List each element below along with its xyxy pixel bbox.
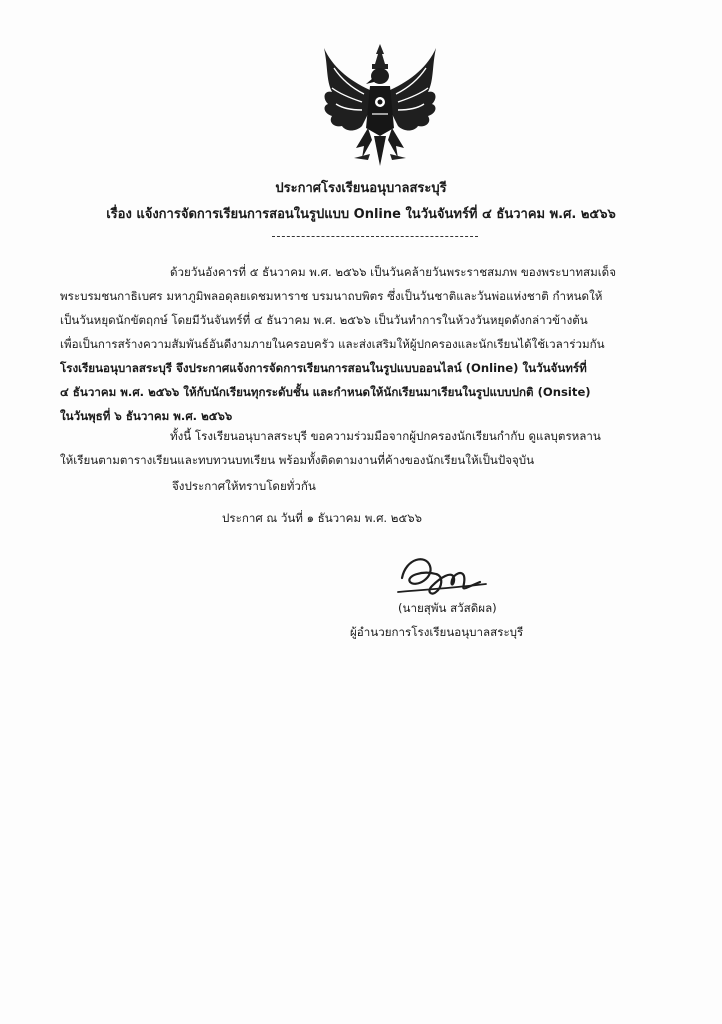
paragraph-line-bold: ๔ ธันวาคม พ.ศ. ๒๕๖๖ ให้กับนักเรียนทุกระดับชั้น และกำหนดให้นักเรียนมาเรียนในรูปแบบปกติ (Onsite) (60, 385, 591, 399)
paragraph-line-bold: ในวันพุธที่ ๖ ธันวาคม พ.ศ. ๒๕๖๖ (60, 409, 233, 423)
dashed-divider (272, 236, 478, 237)
handwritten-signature-icon (392, 548, 492, 598)
paragraph-line: เป็นวันหยุดนักขัตฤกษ์ โดยมีวันจันทร์ที่ ๔ ธันวาคม พ.ศ. ๒๕๖๖ เป็นวันทำการในห้วงวันหยุดดังกล่าวข้างต้น (60, 313, 588, 327)
paragraph-line: ให้เรียนตามตารางเรียนและทบทวนบทเรียน พร้อมทั้งติดตามงานที่ค้างของนักเรียนให้เป็นปัจจุบัน (60, 453, 535, 467)
announcement-title: ประกาศโรงเรียนอนุบาลสระบุรี (275, 181, 447, 196)
signer-name: (นายสุพัน สวัสดิผล) (398, 601, 497, 615)
paragraph-line-bold: โรงเรียนอนุบาลสระบุรี จึงประกาศแจ้งการจัดการเรียนการสอนในรูปแบบออนไลน์ (Online) ในวันจันทร์ที่ (60, 361, 587, 375)
paragraph-line: ด้วยวันอังคารที่ ๕ ธันวาคม พ.ศ. ๒๕๖๖ เป็นวันคล้ายวันพระราชสมภพ ของพระบาทสมเด็จ (170, 265, 616, 279)
body-paragraph-1 (60, 260, 672, 428)
paragraph-line: เพื่อเป็นการสร้างความสัมพันธ์อันดีงามภายในครอบครัว และส่งเสริมให้ผู้ปกครองและนักเรียนได้ใช้เวลาร่วมกัน (60, 337, 605, 351)
announcement-date: ประกาศ ณ วันที่ ๑ ธันวาคม พ.ศ. ๒๕๖๖ (222, 511, 422, 525)
garuda-emblem-icon (318, 40, 442, 170)
closing-statement: จึงประกาศให้ทราบโดยทั่วกัน (172, 479, 316, 493)
paragraph-line: พระบรมชนกาธิเบศร มหาภูมิพลอดุลยเดชมหาราช บรมนาถบพิตร ซึ่งเป็นวันชาติและวันพ่อแห่งชาติ กำหนดให้ (60, 289, 603, 303)
announcement-subject: เรื่อง แจ้งการจัดการเรียนการสอนในรูปแบบ Online ในวันจันทร์ที่ ๔ ธันวาคม พ.ศ. ๒๕๖๖ (106, 207, 616, 222)
paragraph-line: ทั้งนี้ โรงเรียนอนุบาลสระบุรี ขอความร่วมมือจากผู้ปกครองนักเรียนกำกับ ดูแลบุตรหลาน (170, 429, 601, 443)
body-paragraph-2 (60, 424, 672, 472)
signer-position: ผู้อำนวยการโรงเรียนอนุบาลสระบุรี (350, 625, 524, 639)
